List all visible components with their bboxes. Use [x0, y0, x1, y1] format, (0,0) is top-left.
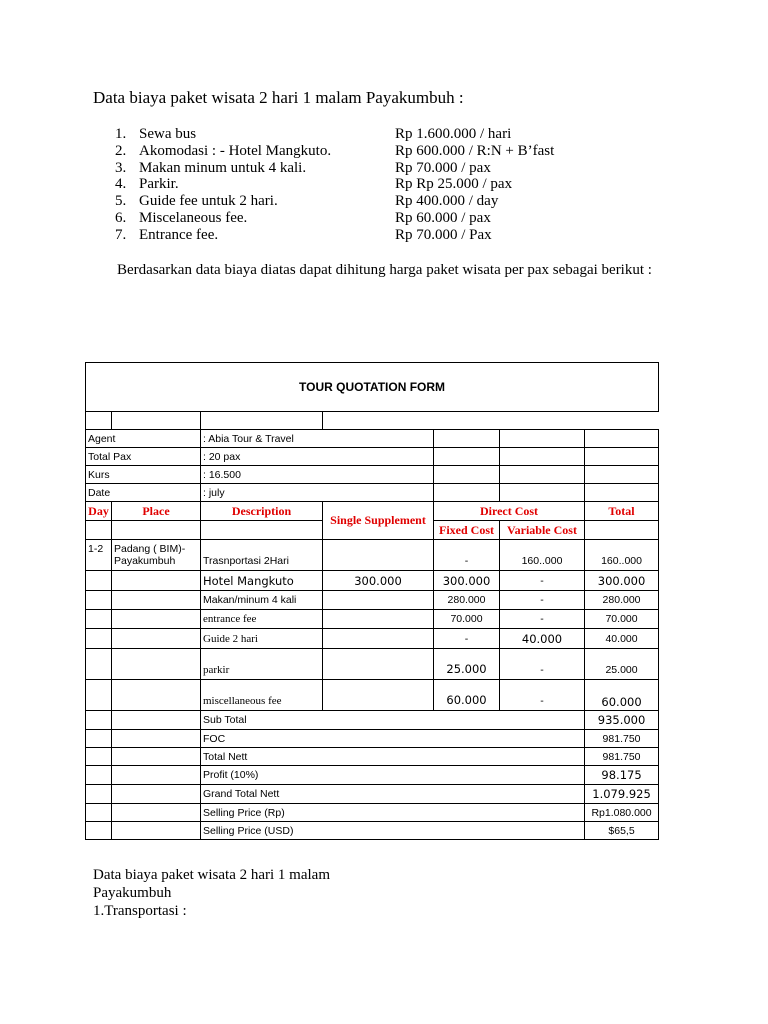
empty-cell [86, 730, 112, 748]
row-variable-cost: - [500, 649, 585, 680]
empty-cell [434, 466, 500, 484]
row-description: miscellaneous fee [201, 680, 323, 711]
cost-item: 5. Guide fee untuk 2 hari. Rp 400.000 / day [115, 193, 499, 210]
empty-cell [500, 484, 585, 502]
summary-label: Profit (10%) [201, 766, 585, 785]
row-variable-cost: - [500, 591, 585, 610]
info-label: Kurs [86, 466, 201, 484]
cost-item: 3. Makan minum untuk 4 kali. Rp 70.000 / pax [115, 159, 491, 176]
place-value: Padang ( BIM)- Payakumbuh [112, 540, 201, 571]
info-label: Date [86, 484, 201, 502]
summary-label: Selling Price (Rp) [201, 804, 585, 822]
row-variable-cost: 40.000 [500, 629, 585, 649]
row-variable-cost: - [500, 571, 585, 591]
empty-cell [112, 571, 201, 591]
empty-cell [112, 785, 201, 804]
cost-item: 6. Miscelaneous fee. Rp 60.000 / pax [115, 209, 491, 226]
empty-cell [86, 804, 112, 822]
row-single-supplement: 300.000 [323, 571, 434, 591]
row-single-supplement [323, 610, 434, 629]
empty-cell [112, 610, 201, 629]
empty-cell [112, 730, 201, 748]
empty-cell [112, 412, 201, 430]
empty-cell [434, 448, 500, 466]
row-fixed-cost: 25.000 [434, 649, 500, 680]
cost-item: 4. Parkir. Rp Rp 25.000 / pax [115, 176, 513, 193]
empty-cell [585, 484, 659, 502]
summary-label: Selling Price (USD) [201, 822, 585, 840]
row-fixed-cost: - [434, 629, 500, 649]
row-description: entrance fee [201, 610, 323, 629]
row-single-supplement [323, 629, 434, 649]
empty-cell [112, 591, 201, 610]
row-description: Guide 2 hari [201, 629, 323, 649]
header-place: Place [112, 502, 201, 521]
info-value: : july [201, 484, 434, 502]
empty-cell [86, 785, 112, 804]
info-value: : 16.500 [201, 466, 434, 484]
summary-value: 935.000 [585, 711, 659, 730]
empty-cell [500, 448, 585, 466]
empty-cell [112, 711, 201, 730]
empty-cell [112, 521, 201, 540]
summary-value: 1.079.925 [585, 785, 659, 804]
row-fixed-cost: 60.000 [434, 680, 500, 711]
empty-cell [201, 412, 323, 430]
empty-cell [112, 748, 201, 766]
empty-cell [86, 766, 112, 785]
empty-cell [86, 649, 112, 680]
form-title: TOUR QUOTATION FORM [86, 363, 659, 412]
info-label: Agent [86, 430, 201, 448]
info-value: : Abia Tour & Travel [201, 430, 434, 448]
empty-cell [86, 629, 112, 649]
cost-list [115, 126, 675, 244]
document-heading: Data biaya paket wisata 2 hari 1 malam Payakumbuh : [93, 88, 464, 107]
empty-cell [500, 466, 585, 484]
cost-item: 1. Sewa bus Rp 1.600.000 / hari [115, 126, 512, 142]
row-total: 25.000 [585, 649, 659, 680]
empty-cell [112, 822, 201, 840]
empty-cell [86, 412, 112, 430]
bottom-line: Data biaya paket wisata 2 hari 1 malam [93, 867, 330, 883]
day-value: 1-2 [86, 540, 112, 571]
row-fixed-cost: 300.000 [434, 571, 500, 591]
empty-cell [500, 430, 585, 448]
header-total: Total [585, 502, 659, 521]
row-fixed-cost: - [434, 540, 500, 571]
row-description: parkir [201, 649, 323, 680]
summary-value: Rp1.080.000 [585, 804, 659, 822]
empty-cell [112, 680, 201, 711]
row-fixed-cost: 280.000 [434, 591, 500, 610]
empty-cell [86, 521, 112, 540]
header-description: Description [201, 502, 323, 521]
row-fixed-cost: 70.000 [434, 610, 500, 629]
summary-value: 981.750 [585, 730, 659, 748]
empty-cell [434, 484, 500, 502]
empty-cell [86, 748, 112, 766]
header-day: Day [86, 502, 112, 521]
empty-cell [112, 766, 201, 785]
header-single-supplement: Single Supplement [323, 502, 434, 540]
header-fixed-cost: Fixed Cost [434, 521, 500, 540]
row-variable-cost: - [500, 680, 585, 711]
empty-cell [112, 629, 201, 649]
row-total: 60.000 [585, 680, 659, 711]
empty-cell [201, 521, 323, 540]
intro-paragraph: Berdasarkan data biaya diatas dapat dihitung harga paket wisata per pax sebagai berikut : [117, 262, 652, 278]
summary-label: Sub Total [201, 711, 585, 730]
header-variable-cost: Variable Cost [500, 521, 585, 540]
cost-item: 2. Akomodasi : - Hotel Mangkuto. Rp 600.000 / R:N + B’fast [115, 142, 555, 159]
header-direct-cost: Direct Cost [434, 502, 585, 521]
row-total: 160..000 [585, 540, 659, 571]
empty-cell [585, 521, 659, 540]
row-single-supplement [323, 591, 434, 610]
bottom-line: Payakumbuh [93, 885, 172, 901]
summary-value: 981.750 [585, 748, 659, 766]
empty-cell [86, 610, 112, 629]
row-variable-cost: - [500, 610, 585, 629]
row-single-supplement [323, 649, 434, 680]
row-description: Makan/minum 4 kali [201, 591, 323, 610]
empty-cell [585, 430, 659, 448]
empty-cell [86, 571, 112, 591]
summary-value: $65,5 [585, 822, 659, 840]
summary-label: Grand Total Nett [201, 785, 585, 804]
quotation-table [85, 362, 659, 840]
row-total: 40.000 [585, 629, 659, 649]
row-description: Trasnportasi 2Hari [201, 540, 323, 571]
row-single-supplement [323, 540, 434, 571]
summary-value: 98.175 [585, 766, 659, 785]
row-total: 280.000 [585, 591, 659, 610]
row-total: 70.000 [585, 610, 659, 629]
row-single-supplement [323, 680, 434, 711]
row-variable-cost: 160..000 [500, 540, 585, 571]
empty-cell [585, 448, 659, 466]
empty-cell [86, 591, 112, 610]
empty-cell [112, 649, 201, 680]
cost-item: 7. Entrance fee. Rp 70.000 / Pax [115, 226, 492, 243]
summary-label: FOC [201, 730, 585, 748]
summary-label: Total Nett [201, 748, 585, 766]
empty-cell [434, 430, 500, 448]
empty-cell [323, 412, 659, 430]
info-label: Total Pax [86, 448, 201, 466]
empty-cell [86, 711, 112, 730]
empty-cell [112, 804, 201, 822]
row-description: Hotel Mangkuto [201, 571, 323, 591]
info-value: : 20 pax [201, 448, 434, 466]
bottom-line: 1.Transportasi : [93, 903, 187, 919]
bottom-text [93, 866, 330, 920]
empty-cell [86, 822, 112, 840]
empty-cell [86, 680, 112, 711]
row-total: 300.000 [585, 571, 659, 591]
empty-cell [585, 466, 659, 484]
